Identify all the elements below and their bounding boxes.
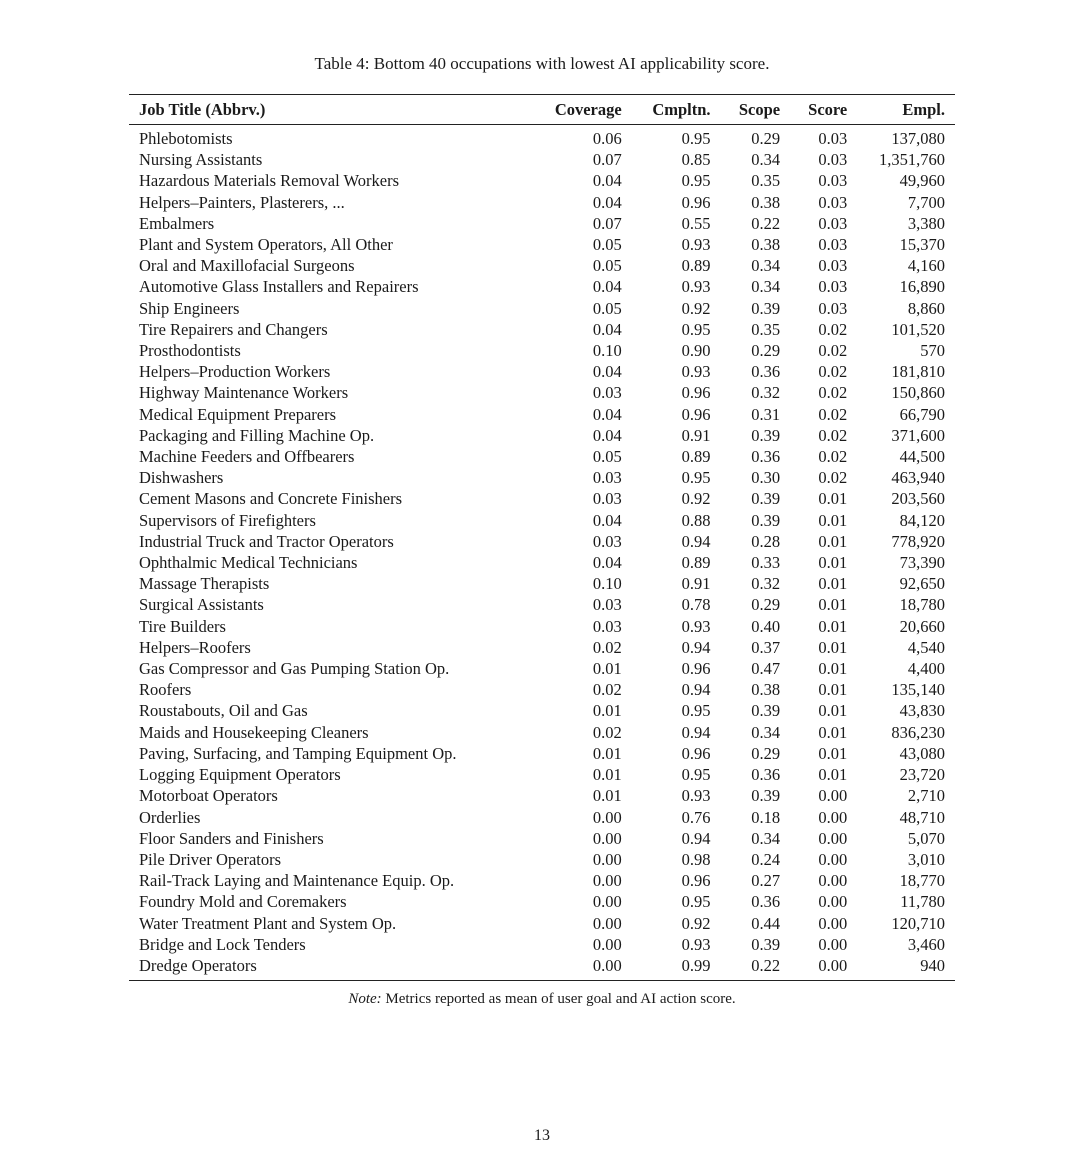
cell-scope: 0.31 bbox=[751, 404, 781, 424]
cell-completion: 0.91 bbox=[681, 425, 711, 445]
table-note bbox=[0, 991, 1084, 1008]
cell-coverage: 0.00 bbox=[592, 955, 622, 975]
cell-job-title: Surgical Assistants bbox=[139, 595, 264, 615]
cell-employment: 18,780 bbox=[899, 595, 945, 615]
cell-score: 0.02 bbox=[818, 341, 848, 361]
table-row bbox=[129, 446, 955, 467]
table-row bbox=[129, 404, 955, 425]
cell-scope: 0.38 bbox=[751, 235, 781, 255]
cell-coverage: 0.00 bbox=[592, 892, 622, 912]
occupations-table bbox=[129, 94, 955, 981]
table-row bbox=[129, 319, 955, 340]
cell-coverage: 0.04 bbox=[592, 319, 622, 339]
cell-score: 0.01 bbox=[818, 574, 848, 594]
cell-employment: 4,540 bbox=[907, 637, 945, 657]
cell-completion: 0.95 bbox=[681, 319, 711, 339]
cell-coverage: 0.05 bbox=[592, 235, 622, 255]
table-row bbox=[129, 637, 955, 658]
header-scope: Scope bbox=[738, 99, 781, 119]
cell-job-title: Gas Compressor and Gas Pumping Station Op. bbox=[139, 659, 450, 679]
cell-scope: 0.39 bbox=[751, 425, 781, 445]
cell-employment: 92,650 bbox=[899, 574, 945, 594]
cell-scope: 0.34 bbox=[751, 828, 781, 848]
cell-coverage: 0.10 bbox=[592, 341, 622, 361]
cell-score: 0.00 bbox=[818, 913, 848, 933]
cell-completion: 0.85 bbox=[681, 150, 711, 170]
cell-completion: 0.88 bbox=[681, 510, 711, 530]
cell-scope: 0.39 bbox=[751, 510, 781, 530]
header-score: Score bbox=[808, 99, 848, 119]
page-number: 13 bbox=[534, 1127, 550, 1144]
cell-job-title: Plant and System Operators, All Other bbox=[139, 235, 393, 255]
cell-score: 0.01 bbox=[818, 616, 848, 636]
cell-completion: 0.92 bbox=[681, 913, 711, 933]
cell-score: 0.03 bbox=[818, 235, 848, 255]
cell-scope: 0.39 bbox=[751, 298, 781, 318]
cell-coverage: 0.05 bbox=[592, 447, 622, 467]
cell-completion: 0.89 bbox=[681, 256, 711, 276]
cell-scope: 0.18 bbox=[751, 807, 781, 827]
cell-score: 0.00 bbox=[818, 934, 848, 954]
cell-coverage: 0.04 bbox=[592, 362, 622, 382]
table-row bbox=[129, 849, 955, 870]
cell-score: 0.01 bbox=[818, 765, 848, 785]
note-text: Metrics reported as mean of user goal and AI action score. bbox=[381, 991, 736, 1007]
cell-job-title: Dishwashers bbox=[139, 468, 224, 488]
cell-employment: 8,860 bbox=[907, 298, 945, 318]
cell-score: 0.01 bbox=[818, 489, 848, 509]
cell-job-title: Medical Equipment Preparers bbox=[139, 404, 337, 424]
table-row bbox=[129, 255, 955, 276]
cell-score: 0.00 bbox=[818, 955, 848, 975]
table-row bbox=[129, 552, 955, 573]
cell-scope: 0.29 bbox=[751, 595, 781, 615]
cell-completion: 0.94 bbox=[681, 637, 711, 657]
table-row bbox=[129, 510, 955, 531]
table-row bbox=[129, 170, 955, 191]
cell-completion: 0.95 bbox=[681, 765, 711, 785]
cell-completion: 0.89 bbox=[681, 447, 711, 467]
cell-job-title: Ophthalmic Medical Technicians bbox=[139, 553, 358, 573]
cell-score: 0.01 bbox=[818, 701, 848, 721]
cell-score: 0.02 bbox=[818, 362, 848, 382]
cell-employment: 120,710 bbox=[891, 913, 945, 933]
table-row bbox=[129, 340, 955, 361]
table-header bbox=[129, 95, 955, 125]
cell-employment: 44,500 bbox=[899, 447, 945, 467]
table-row bbox=[129, 870, 955, 891]
cell-completion: 0.95 bbox=[681, 468, 711, 488]
cell-completion: 0.96 bbox=[681, 404, 711, 424]
cell-job-title: Highway Maintenance Workers bbox=[139, 383, 349, 403]
cell-coverage: 0.03 bbox=[592, 531, 622, 551]
cell-employment: 4,160 bbox=[907, 256, 945, 276]
cell-employment: 570 bbox=[920, 341, 945, 361]
cell-scope: 0.29 bbox=[751, 743, 781, 763]
table-row bbox=[129, 531, 955, 552]
cell-coverage: 0.00 bbox=[592, 913, 622, 933]
occupations-table-container bbox=[129, 94, 955, 981]
cell-job-title: Floor Sanders and Finishers bbox=[139, 828, 324, 848]
cell-job-title: Ship Engineers bbox=[139, 298, 240, 318]
cell-employment: 203,560 bbox=[891, 489, 945, 509]
cell-employment: 101,520 bbox=[891, 319, 945, 339]
cell-scope: 0.32 bbox=[751, 574, 781, 594]
cell-job-title: Orderlies bbox=[139, 807, 201, 827]
cell-employment: 463,940 bbox=[891, 468, 945, 488]
cell-employment: 48,710 bbox=[899, 807, 945, 827]
table-row bbox=[129, 594, 955, 615]
cell-job-title: Packaging and Filling Machine Op. bbox=[139, 425, 375, 445]
cell-scope: 0.39 bbox=[751, 786, 781, 806]
cell-score: 0.01 bbox=[818, 531, 848, 551]
cell-employment: 940 bbox=[920, 955, 945, 975]
cell-scope: 0.28 bbox=[751, 531, 781, 551]
cell-score: 0.00 bbox=[818, 871, 848, 891]
header-row bbox=[129, 95, 955, 125]
cell-coverage: 0.03 bbox=[592, 489, 622, 509]
cell-score: 0.02 bbox=[818, 319, 848, 339]
cell-coverage: 0.00 bbox=[592, 871, 622, 891]
cell-score: 0.00 bbox=[818, 892, 848, 912]
cell-completion: 0.96 bbox=[681, 871, 711, 891]
cell-scope: 0.27 bbox=[751, 871, 781, 891]
header-job-title: Job Title (Abbrv.) bbox=[139, 99, 266, 119]
cell-employment: 16,890 bbox=[899, 277, 945, 297]
table-row bbox=[129, 425, 955, 446]
cell-job-title: Pile Driver Operators bbox=[139, 849, 282, 869]
cell-job-title: Helpers–Production Workers bbox=[139, 362, 331, 382]
cell-employment: 11,780 bbox=[900, 892, 945, 912]
cell-employment: 43,080 bbox=[899, 743, 945, 763]
cell-scope: 0.22 bbox=[751, 955, 781, 975]
cell-employment: 836,230 bbox=[891, 722, 945, 742]
cell-score: 0.03 bbox=[818, 150, 848, 170]
cell-score: 0.01 bbox=[818, 637, 848, 657]
cell-score: 0.03 bbox=[818, 192, 848, 212]
cell-coverage: 0.05 bbox=[592, 256, 622, 276]
cell-coverage: 0.03 bbox=[592, 468, 622, 488]
cell-coverage: 0.04 bbox=[592, 192, 622, 212]
cell-coverage: 0.03 bbox=[592, 616, 622, 636]
cell-employment: 20,660 bbox=[899, 616, 945, 636]
table-row bbox=[129, 361, 955, 382]
cell-job-title: Foundry Mold and Coremakers bbox=[139, 892, 347, 912]
cell-completion: 0.94 bbox=[681, 680, 711, 700]
cell-job-title: Nursing Assistants bbox=[139, 150, 263, 170]
cell-score: 0.00 bbox=[818, 807, 848, 827]
cell-scope: 0.39 bbox=[751, 934, 781, 954]
cell-employment: 66,790 bbox=[899, 404, 945, 424]
cell-score: 0.01 bbox=[818, 553, 848, 573]
cell-job-title: Helpers–Roofers bbox=[139, 637, 251, 657]
cell-job-title: Helpers–Painters, Plasterers, ... bbox=[139, 192, 345, 212]
table-row bbox=[129, 488, 955, 509]
cell-job-title: Paving, Surfacing, and Tamping Equipment Op. bbox=[139, 743, 457, 763]
cell-coverage: 0.04 bbox=[592, 553, 622, 573]
table-row bbox=[129, 891, 955, 912]
cell-completion: 0.93 bbox=[681, 616, 711, 636]
cell-coverage: 0.01 bbox=[592, 659, 622, 679]
cell-scope: 0.39 bbox=[751, 701, 781, 721]
table-row bbox=[129, 700, 955, 721]
cell-scope: 0.24 bbox=[751, 849, 781, 869]
cell-coverage: 0.06 bbox=[592, 129, 622, 148]
cell-coverage: 0.02 bbox=[592, 680, 622, 700]
cell-coverage: 0.07 bbox=[592, 213, 622, 233]
table-row bbox=[129, 298, 955, 319]
cell-score: 0.01 bbox=[818, 595, 848, 615]
table-row bbox=[129, 149, 955, 170]
cell-scope: 0.33 bbox=[751, 553, 781, 573]
cell-completion: 0.95 bbox=[681, 129, 711, 148]
table-row bbox=[129, 616, 955, 637]
cell-coverage: 0.00 bbox=[592, 934, 622, 954]
table-row bbox=[129, 743, 955, 764]
table-body bbox=[129, 125, 955, 981]
cell-score: 0.02 bbox=[818, 468, 848, 488]
cell-coverage: 0.03 bbox=[592, 595, 622, 615]
cell-completion: 0.99 bbox=[681, 955, 711, 975]
cell-employment: 2,710 bbox=[907, 786, 945, 806]
cell-score: 0.03 bbox=[818, 298, 848, 318]
cell-job-title: Prosthodontists bbox=[139, 341, 241, 361]
cell-completion: 0.55 bbox=[681, 213, 711, 233]
cell-scope: 0.34 bbox=[751, 722, 781, 742]
cell-employment: 137,080 bbox=[891, 129, 945, 148]
cell-employment: 5,070 bbox=[907, 828, 945, 848]
cell-job-title: Rail-Track Laying and Maintenance Equip. Op. bbox=[139, 871, 455, 891]
cell-coverage: 0.02 bbox=[592, 637, 622, 657]
cell-scope: 0.47 bbox=[751, 659, 781, 679]
cell-employment: 1,351,760 bbox=[879, 150, 945, 170]
cell-scope: 0.30 bbox=[751, 468, 781, 488]
cell-job-title: Industrial Truck and Tractor Operators bbox=[139, 531, 394, 551]
cell-job-title: Tire Builders bbox=[139, 616, 226, 636]
table-row bbox=[129, 722, 955, 743]
cell-score: 0.01 bbox=[818, 743, 848, 763]
cell-score: 0.03 bbox=[818, 129, 848, 148]
cell-coverage: 0.05 bbox=[592, 298, 622, 318]
cell-completion: 0.76 bbox=[681, 807, 711, 827]
cell-employment: 7,700 bbox=[907, 192, 945, 212]
cell-job-title: Logging Equipment Operators bbox=[139, 765, 341, 785]
cell-employment: 3,010 bbox=[907, 849, 945, 869]
table-row bbox=[129, 785, 955, 806]
cell-scope: 0.38 bbox=[751, 192, 781, 212]
cell-score: 0.00 bbox=[818, 849, 848, 869]
cell-employment: 23,720 bbox=[899, 765, 945, 785]
cell-completion: 0.93 bbox=[681, 786, 711, 806]
cell-employment: 15,370 bbox=[899, 235, 945, 255]
cell-job-title: Tire Repairers and Changers bbox=[139, 319, 328, 339]
cell-job-title: Machine Feeders and Offbearers bbox=[139, 447, 355, 467]
cell-completion: 0.95 bbox=[681, 171, 711, 191]
table-row bbox=[129, 234, 955, 255]
table-row bbox=[129, 828, 955, 849]
cell-coverage: 0.01 bbox=[592, 765, 622, 785]
cell-scope: 0.38 bbox=[751, 680, 781, 700]
table-row bbox=[129, 382, 955, 403]
table-row bbox=[129, 658, 955, 679]
cell-coverage: 0.01 bbox=[592, 701, 622, 721]
cell-scope: 0.36 bbox=[751, 362, 781, 382]
cell-coverage: 0.04 bbox=[592, 171, 622, 191]
cell-coverage: 0.04 bbox=[592, 404, 622, 424]
cell-coverage: 0.04 bbox=[592, 510, 622, 530]
cell-score: 0.02 bbox=[818, 404, 848, 424]
cell-completion: 0.90 bbox=[681, 341, 711, 361]
table-row bbox=[129, 467, 955, 488]
cell-coverage: 0.00 bbox=[592, 807, 622, 827]
cell-completion: 0.91 bbox=[681, 574, 711, 594]
cell-scope: 0.35 bbox=[751, 319, 781, 339]
cell-score: 0.02 bbox=[818, 447, 848, 467]
cell-job-title: Water Treatment Plant and System Op. bbox=[139, 913, 397, 933]
cell-completion: 0.94 bbox=[681, 828, 711, 848]
cell-job-title: Supervisors of Firefighters bbox=[139, 510, 316, 530]
cell-employment: 371,600 bbox=[891, 425, 945, 445]
cell-employment: 18,770 bbox=[899, 871, 945, 891]
cell-completion: 0.98 bbox=[681, 849, 711, 869]
cell-completion: 0.96 bbox=[681, 192, 711, 212]
cell-scope: 0.36 bbox=[751, 447, 781, 467]
cell-scope: 0.35 bbox=[751, 171, 781, 191]
cell-job-title: Roustabouts, Oil and Gas bbox=[139, 701, 308, 721]
table-row bbox=[129, 125, 955, 150]
cell-scope: 0.34 bbox=[751, 150, 781, 170]
table-row bbox=[129, 679, 955, 700]
cell-scope: 0.34 bbox=[751, 256, 781, 276]
table-row bbox=[129, 807, 955, 828]
cell-coverage: 0.00 bbox=[592, 828, 622, 848]
cell-completion: 0.96 bbox=[681, 659, 711, 679]
cell-job-title: Cement Masons and Concrete Finishers bbox=[139, 489, 403, 509]
cell-completion: 0.89 bbox=[681, 553, 711, 573]
table-caption: Table 4: Bottom 40 occupations with lowest AI applicability score. bbox=[314, 54, 770, 73]
cell-completion: 0.96 bbox=[681, 743, 711, 763]
cell-scope: 0.34 bbox=[751, 277, 781, 297]
cell-scope: 0.29 bbox=[751, 129, 781, 148]
header-employment: Empl. bbox=[902, 99, 945, 119]
table-row bbox=[129, 764, 955, 785]
cell-completion: 0.96 bbox=[681, 383, 711, 403]
cell-completion: 0.78 bbox=[681, 595, 711, 615]
table-row bbox=[129, 913, 955, 934]
cell-score: 0.02 bbox=[818, 383, 848, 403]
cell-job-title: Automotive Glass Installers and Repairers bbox=[139, 277, 419, 297]
cell-job-title: Motorboat Operators bbox=[139, 786, 278, 806]
cell-coverage: 0.07 bbox=[592, 150, 622, 170]
cell-scope: 0.36 bbox=[751, 765, 781, 785]
cell-coverage: 0.10 bbox=[592, 574, 622, 594]
cell-score: 0.03 bbox=[818, 277, 848, 297]
cell-job-title: Bridge and Lock Tenders bbox=[139, 934, 306, 954]
cell-completion: 0.93 bbox=[681, 277, 711, 297]
table-row bbox=[129, 955, 955, 981]
cell-job-title: Hazardous Materials Removal Workers bbox=[139, 171, 399, 191]
cell-coverage: 0.01 bbox=[592, 786, 622, 806]
cell-coverage: 0.00 bbox=[592, 849, 622, 869]
cell-scope: 0.39 bbox=[751, 489, 781, 509]
cell-scope: 0.29 bbox=[751, 341, 781, 361]
cell-employment: 43,830 bbox=[899, 701, 945, 721]
cell-scope: 0.40 bbox=[751, 616, 781, 636]
cell-job-title: Phlebotomists bbox=[139, 129, 233, 148]
table-row bbox=[129, 934, 955, 955]
cell-job-title: Oral and Maxillofacial Surgeons bbox=[139, 256, 355, 276]
cell-completion: 0.94 bbox=[681, 722, 711, 742]
cell-scope: 0.44 bbox=[751, 913, 781, 933]
cell-employment: 84,120 bbox=[899, 510, 945, 530]
cell-employment: 181,810 bbox=[891, 362, 945, 382]
cell-coverage: 0.04 bbox=[592, 425, 622, 445]
cell-completion: 0.93 bbox=[681, 362, 711, 382]
cell-job-title: Dredge Operators bbox=[139, 955, 257, 975]
cell-score: 0.01 bbox=[818, 722, 848, 742]
header-completion: Cmpltn. bbox=[652, 99, 711, 119]
cell-employment: 49,960 bbox=[899, 171, 945, 191]
cell-completion: 0.93 bbox=[681, 934, 711, 954]
cell-scope: 0.36 bbox=[751, 892, 781, 912]
cell-completion: 0.92 bbox=[681, 298, 711, 318]
cell-scope: 0.22 bbox=[751, 213, 781, 233]
cell-coverage: 0.02 bbox=[592, 722, 622, 742]
note-label: Note: bbox=[348, 991, 382, 1007]
cell-employment: 73,390 bbox=[899, 553, 945, 573]
cell-employment: 778,920 bbox=[891, 531, 945, 551]
cell-completion: 0.92 bbox=[681, 489, 711, 509]
cell-score: 0.01 bbox=[818, 680, 848, 700]
cell-scope: 0.32 bbox=[751, 383, 781, 403]
table-row bbox=[129, 192, 955, 213]
table-row bbox=[129, 276, 955, 297]
cell-completion: 0.94 bbox=[681, 531, 711, 551]
cell-completion: 0.95 bbox=[681, 701, 711, 721]
cell-scope: 0.37 bbox=[751, 637, 781, 657]
cell-employment: 3,460 bbox=[907, 934, 945, 954]
table-row bbox=[129, 573, 955, 594]
cell-job-title: Embalmers bbox=[139, 213, 215, 233]
cell-job-title: Massage Therapists bbox=[139, 574, 270, 594]
cell-score: 0.02 bbox=[818, 425, 848, 445]
cell-score: 0.00 bbox=[818, 828, 848, 848]
cell-employment: 150,860 bbox=[891, 383, 945, 403]
cell-job-title: Maids and Housekeeping Cleaners bbox=[139, 722, 369, 742]
cell-score: 0.03 bbox=[818, 213, 848, 233]
cell-completion: 0.95 bbox=[681, 892, 711, 912]
cell-coverage: 0.03 bbox=[592, 383, 622, 403]
cell-score: 0.00 bbox=[818, 786, 848, 806]
cell-score: 0.01 bbox=[818, 659, 848, 679]
cell-score: 0.03 bbox=[818, 171, 848, 191]
cell-employment: 135,140 bbox=[891, 680, 945, 700]
table-row bbox=[129, 213, 955, 234]
cell-employment: 3,380 bbox=[907, 213, 945, 233]
cell-score: 0.01 bbox=[818, 510, 848, 530]
cell-completion: 0.93 bbox=[681, 235, 711, 255]
cell-score: 0.03 bbox=[818, 256, 848, 276]
cell-job-title: Roofers bbox=[139, 680, 192, 700]
header-coverage: Coverage bbox=[554, 99, 622, 119]
cell-coverage: 0.04 bbox=[592, 277, 622, 297]
cell-employment: 4,400 bbox=[907, 659, 945, 679]
cell-coverage: 0.01 bbox=[592, 743, 622, 763]
